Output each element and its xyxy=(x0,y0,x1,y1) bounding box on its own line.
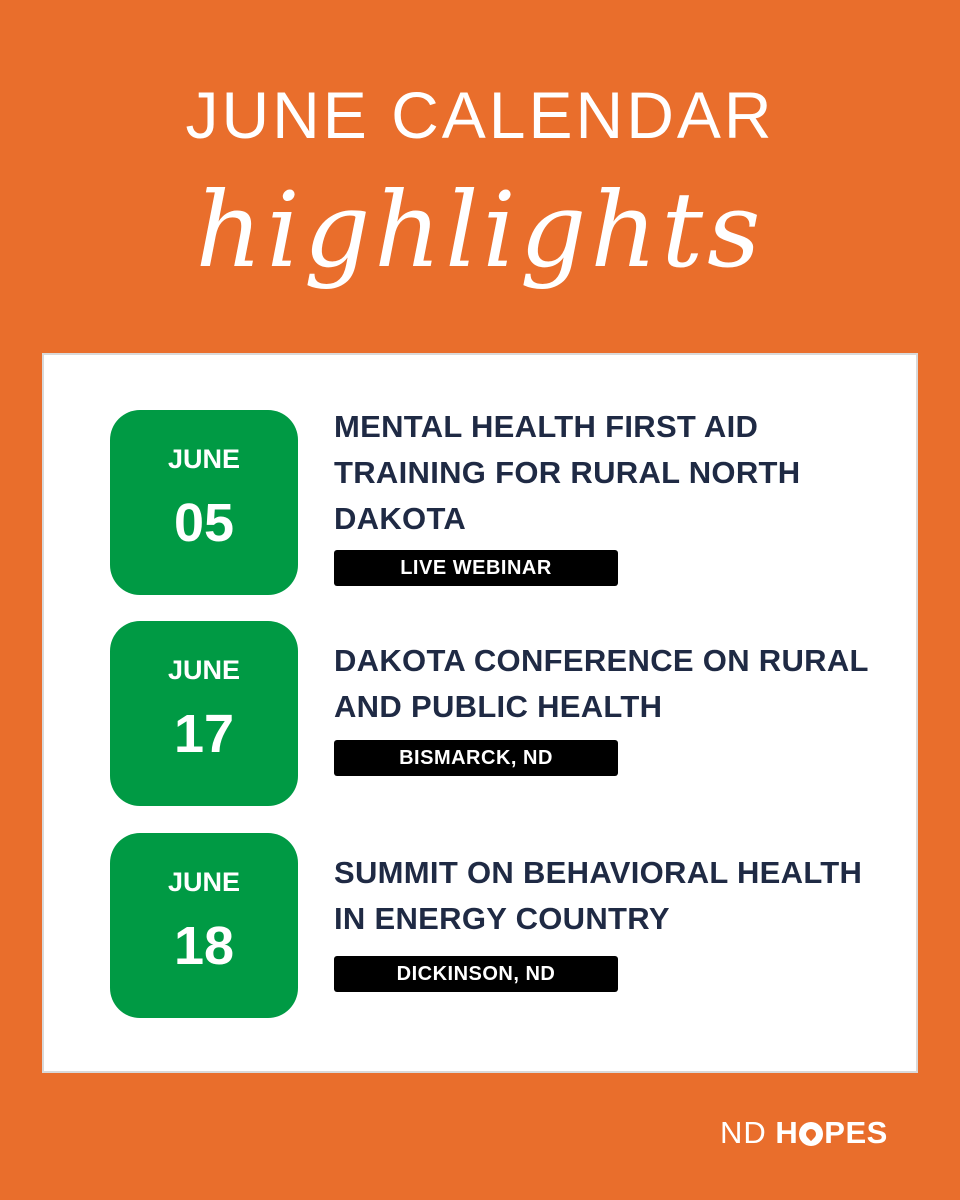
page-subtitle: highlights xyxy=(195,169,765,291)
event-title: MENTAL HEALTH FIRST AID TRAINING FOR RURAL NORTH DAKOTA xyxy=(334,409,801,536)
date-badge xyxy=(110,410,298,595)
heart-in-circle-icon xyxy=(799,1122,823,1146)
event-tag: BISMARCK, ND xyxy=(334,740,618,776)
logo-part-2-start: H xyxy=(775,1115,799,1150)
date-badge xyxy=(110,833,298,1018)
date-month: JUNE xyxy=(167,867,241,897)
logo-part-1: ND xyxy=(720,1115,767,1150)
event-title: SUMMIT ON BEHAVIORAL HEALTH IN ENERGY COUNTRY xyxy=(334,855,863,936)
logo-part-2-end: PES xyxy=(824,1115,888,1150)
nd-hopes-logo xyxy=(720,1116,888,1150)
date-day: 05 xyxy=(173,493,235,553)
date-day: 18 xyxy=(173,916,235,976)
events-card xyxy=(42,353,918,1073)
date-day: 17 xyxy=(173,704,235,764)
event-tag: LIVE WEBINAR xyxy=(334,550,618,586)
logo-part-2 xyxy=(775,1115,887,1150)
date-badge xyxy=(110,621,298,806)
date-month: JUNE xyxy=(167,655,241,685)
event-title: DAKOTA CONFERENCE ON RURAL AND PUBLIC HEALTH xyxy=(334,643,869,724)
page-title: JUNE CALENDAR xyxy=(185,78,775,152)
event-tag: DICKINSON, ND xyxy=(334,956,618,992)
date-month: JUNE xyxy=(167,444,241,474)
